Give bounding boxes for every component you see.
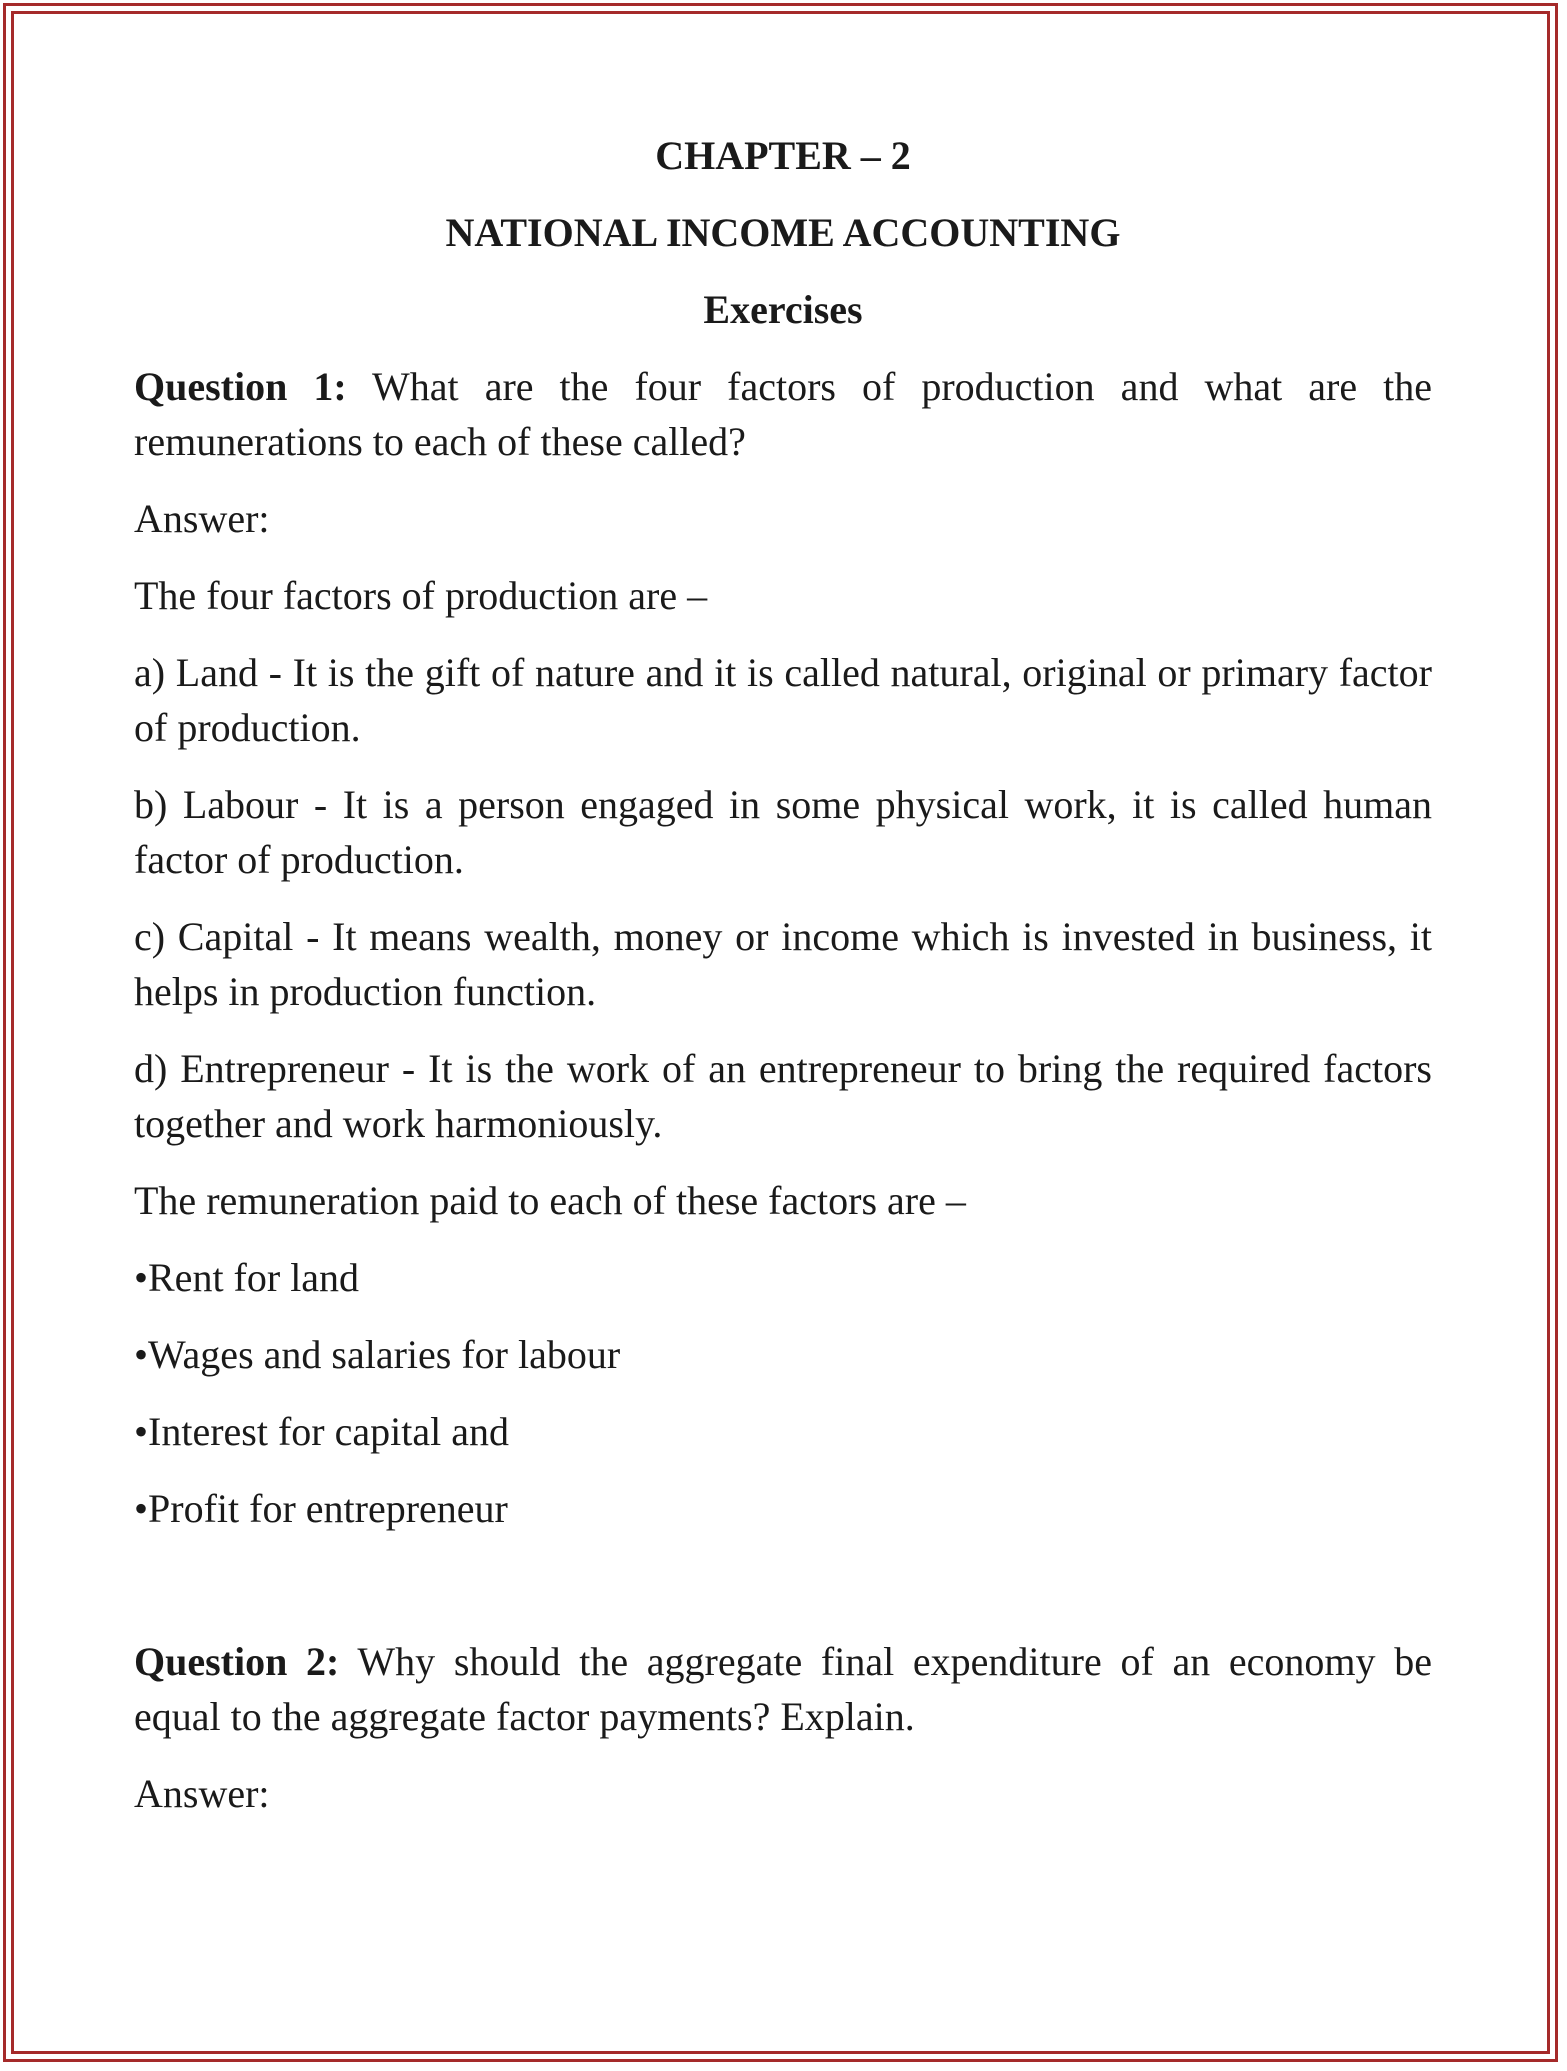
section-spacer — [134, 1558, 1432, 1634]
question-2-text: Why should the aggregate final expenditure of an economy be equal to the aggregate factor payments? Explain. — [134, 1639, 1432, 1739]
chapter-title: NATIONAL INCOME ACCOUNTING — [445, 210, 1121, 255]
section-heading: Exercises — [703, 287, 863, 332]
factor-capital: c) Capital - It means wealth, money or income which is invested in business, it helps in production function. — [134, 914, 1432, 1014]
remuneration-interest: •Interest for capital and — [134, 1409, 509, 1454]
question-2 — [134, 1634, 1432, 1744]
factor-labour: b) Labour - It is a person engaged in some physical work, it is called human factor of production. — [134, 782, 1432, 882]
question-1 — [134, 359, 1432, 469]
answer-1-label: Answer: — [134, 496, 270, 541]
factor-entrepreneur: d) Entrepreneur - It is the work of an entrepreneur to bring the required factors together and work harmoniously. — [134, 1046, 1432, 1146]
question-1-text: What are the four factors of production and what are the remunerations to each of these called? — [134, 364, 1432, 464]
question-2-label: Question 2: — [134, 1639, 340, 1684]
remuneration-profit: •Profit for entrepreneur — [134, 1486, 508, 1531]
remuneration-wages: •Wages and salaries for labour — [134, 1332, 621, 1377]
answer-2-label: Answer: — [134, 1771, 270, 1816]
remuneration-intro: The remuneration paid to each of these factors are – — [134, 1178, 966, 1223]
document-body — [134, 128, 1432, 1843]
remuneration-rent: •Rent for land — [134, 1255, 360, 1300]
factors-intro: The four factors of production are – — [134, 573, 708, 618]
chapter-heading: CHAPTER – 2 — [655, 133, 911, 178]
factor-land: a) Land - It is the gift of nature and it is called natural, original or primary factor of production. — [134, 650, 1432, 750]
question-1-label: Question 1: — [134, 364, 347, 409]
